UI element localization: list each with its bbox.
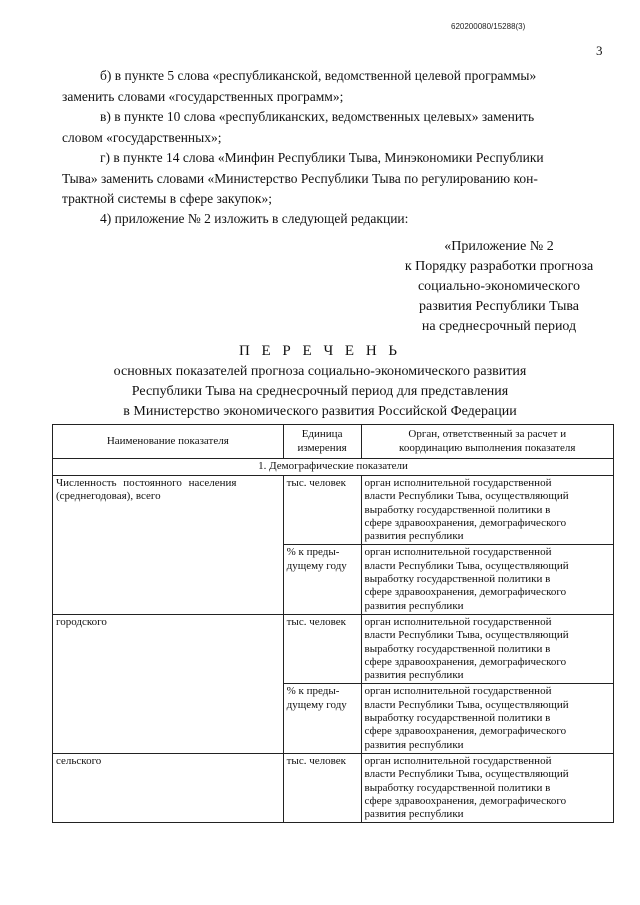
org-line: выработку государственной политики в bbox=[364, 712, 551, 725]
unit-line: % к преды- bbox=[286, 685, 340, 698]
table-row bbox=[53, 476, 614, 545]
org-line: выработку государственной политики в bbox=[364, 781, 551, 794]
org-line: орган исполнительной государственной bbox=[364, 477, 552, 489]
org-line: орган исполнительной государственной bbox=[364, 754, 552, 767]
appendix-line: к Порядку разработки прогноза bbox=[404, 259, 594, 274]
org-line: орган исполнительной государственной bbox=[364, 546, 552, 559]
paragraph-line: словом «государственных»; bbox=[62, 129, 222, 145]
paragraph-line: 4) приложение № 2 изложить в следующей редакции: bbox=[100, 211, 409, 226]
org-line: развития республики bbox=[364, 530, 464, 543]
indicator-name: сельского bbox=[53, 753, 284, 822]
subtitle-line: основных показателей прогноза социально-экономического развития bbox=[113, 364, 527, 379]
org-line: власти Республики Тыва, осуществляющий bbox=[364, 768, 569, 781]
indicator-name: городского bbox=[53, 614, 284, 753]
list-title: П Е Р Е Ч Е Н Ь bbox=[238, 343, 402, 359]
header-unit-line: измерения bbox=[297, 441, 347, 454]
appendix-line: социально-экономического bbox=[417, 279, 581, 294]
unit-line: дущему году bbox=[286, 559, 347, 572]
unit-line: % к преды- bbox=[286, 546, 340, 559]
table-row bbox=[53, 614, 614, 683]
paragraph-v bbox=[62, 107, 602, 148]
unit-cell bbox=[283, 684, 361, 753]
subtitle-line: в Министерство экономического развития Российской Федерации bbox=[123, 404, 517, 419]
appendix-line: развития Республики Тыва bbox=[418, 299, 580, 314]
table-row bbox=[53, 753, 614, 822]
org-line: сфере здравоохранения, демографического bbox=[364, 725, 567, 738]
org-line: развития республики bbox=[364, 738, 464, 751]
org-cell bbox=[361, 684, 613, 753]
table-section-row bbox=[53, 459, 614, 476]
page-number: 3 bbox=[596, 43, 603, 58]
header-unit bbox=[283, 425, 361, 459]
org-line: выработку государственной политики в bbox=[364, 642, 551, 655]
appendix-line: на среднесрочный период bbox=[421, 319, 577, 334]
paragraph-line: в) в пункте 10 слова «республиканских, ведомственных целевых» заменить bbox=[100, 109, 535, 124]
org-line: власти Республики Тыва, осуществляющий bbox=[364, 490, 569, 503]
header-org-line: Орган, ответственный за расчет и bbox=[408, 428, 567, 441]
org-line: орган исполнительной государственной bbox=[364, 685, 552, 698]
unit-cell: тыс. человек bbox=[283, 753, 361, 822]
unit-cell: тыс. человек bbox=[283, 476, 361, 545]
paragraph-line: заменить словами «государственных программ»; bbox=[62, 88, 344, 104]
section-title: 1. Демографические показатели bbox=[53, 459, 614, 476]
appendix-note bbox=[386, 237, 612, 337]
paragraph-g bbox=[62, 148, 602, 210]
document-code: 620200080/15288(3) bbox=[451, 22, 526, 31]
org-line: сфере здравоохранения, демографического bbox=[364, 655, 567, 668]
paragraph-b bbox=[62, 66, 602, 107]
org-cell bbox=[361, 614, 613, 683]
header-name: Наименование показателя bbox=[53, 425, 284, 459]
header-org-line: координацию выполнения показателя bbox=[399, 441, 576, 454]
org-cell bbox=[361, 476, 613, 545]
header-unit-line: Единица bbox=[301, 428, 343, 441]
org-line: развития республики bbox=[364, 808, 464, 821]
paragraph-line: б) в пункте 5 слова «республиканской, ведомственной целевой программы» bbox=[100, 68, 537, 83]
paragraph-4 bbox=[62, 209, 602, 230]
subtitle-line: Республики Тыва на среднесрочный период для представления bbox=[131, 384, 509, 399]
org-line: сфере здравоохранения, демографического bbox=[364, 516, 567, 529]
org-line: развития республики bbox=[364, 669, 464, 682]
indicators-table bbox=[52, 424, 614, 823]
paragraph-line: Тыва» заменить словами «Министерство Республики Тыва по регулированию кон- bbox=[62, 170, 538, 186]
indicator-name bbox=[53, 476, 284, 615]
header-org bbox=[361, 425, 613, 459]
org-line: власти Республики Тыва, осуществляющий bbox=[364, 629, 569, 642]
indicator-name-line: (среднегодовая), всего bbox=[56, 490, 161, 503]
appendix-line: «Приложение № 2 bbox=[444, 239, 554, 254]
org-line: выработку государственной политики в bbox=[364, 573, 551, 586]
org-line: развития республики bbox=[364, 599, 464, 612]
list-subtitle bbox=[0, 362, 640, 422]
unit-cell bbox=[283, 545, 361, 614]
org-cell bbox=[361, 753, 613, 822]
unit-line: дущему году bbox=[286, 698, 347, 711]
org-line: власти Республики Тыва, осуществляющий bbox=[364, 698, 569, 711]
org-line: сфере здравоохранения, демографического bbox=[364, 794, 567, 807]
indicator-name-line: Численность постоянного населения bbox=[56, 477, 237, 489]
org-line: выработку государственной политики в bbox=[364, 503, 551, 516]
org-cell bbox=[361, 545, 613, 614]
paragraph-line: трактной системы в сфере закупок»; bbox=[62, 191, 272, 206]
paragraph-line: г) в пункте 14 слова «Минфин Республики Тыва, Минэкономики Республики bbox=[100, 150, 544, 165]
unit-cell: тыс. человек bbox=[283, 614, 361, 683]
org-line: власти Республики Тыва, осуществляющий bbox=[364, 559, 569, 572]
org-line: орган исполнительной государственной bbox=[364, 615, 552, 628]
table-header-row bbox=[53, 425, 614, 459]
org-line: сфере здравоохранения, демографического bbox=[364, 586, 567, 599]
